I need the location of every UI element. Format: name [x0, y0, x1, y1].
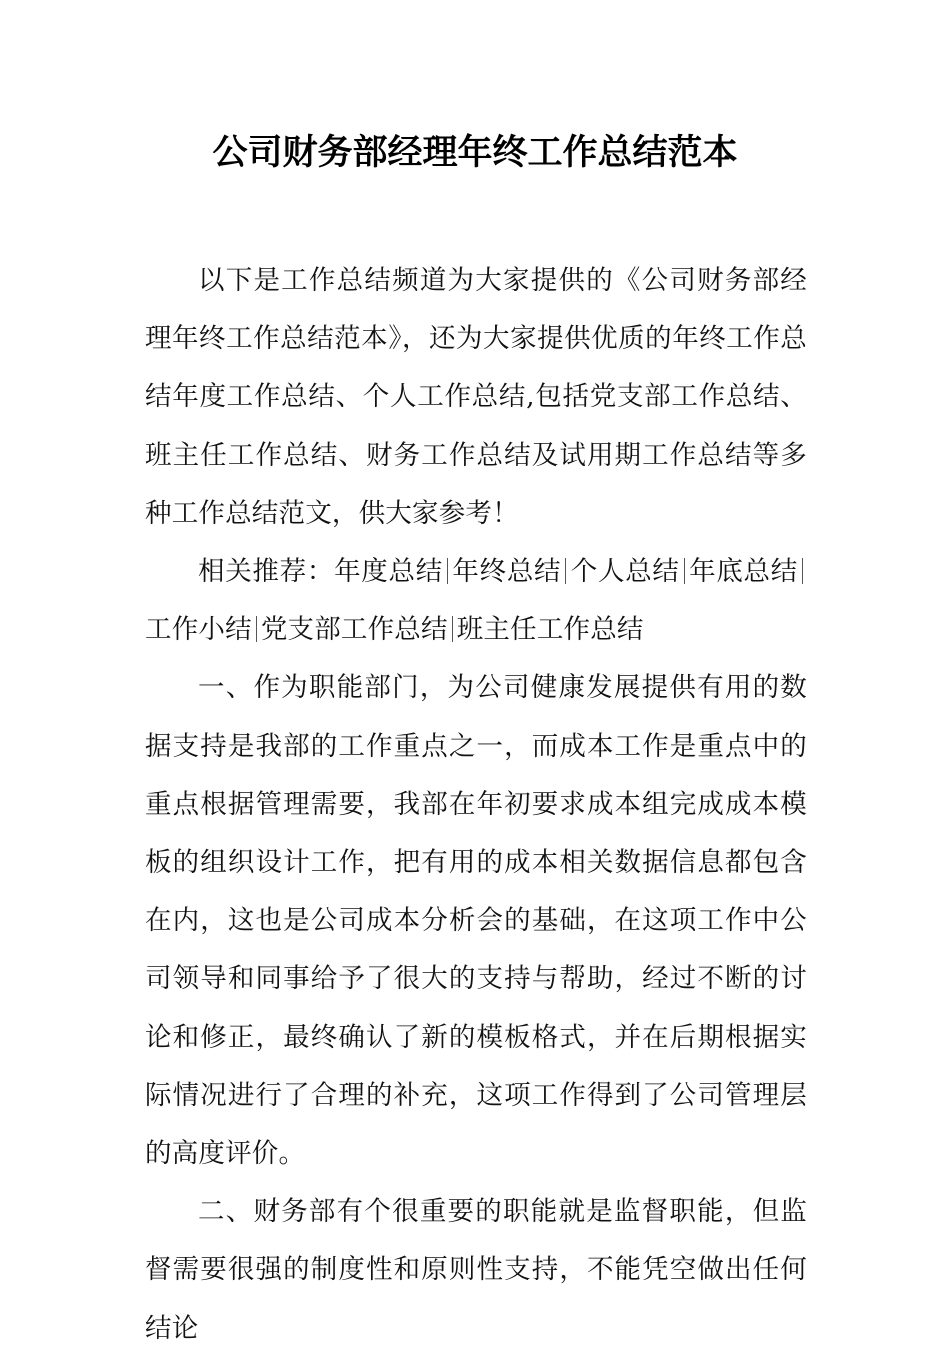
separator — [802, 558, 803, 584]
separator — [256, 616, 257, 642]
document-title: 公司财务部经理年终工作总结范本 — [212, 133, 738, 173]
document-body — [145, 252, 807, 1358]
related-link-annual-summary[interactable]: 年度总结 — [334, 556, 443, 588]
separator — [684, 558, 685, 584]
related-link-class-teacher-summary[interactable]: 班主任工作总结 — [456, 614, 644, 646]
intro-paragraph: 以下是工作总结频道为大家提供的《公司财务部经理年终工作总结范本》，还为大家提供优质的年终工作总结年度工作总结、个人工作总结,包括党支部工作总结、班主任工作总结、财务工作总结及试用期工作总结等多种工作总结范文，供大家参考！ — [145, 265, 807, 529]
section-two-paragraph: 二、财务部有个很重要的职能就是监督职能，但监督需要很强的制度性和原则性支持，不能凭空做出任何结论 — [145, 1196, 807, 1344]
related-link-year-bottom-summary[interactable]: 年底总结 — [688, 556, 798, 588]
separator — [565, 558, 566, 584]
related-link-year-end-summary[interactable]: 年终总结 — [451, 556, 562, 588]
section-one-paragraph: 一、作为职能部门，为公司健康发展提供有用的数据支持是我部的工作重点之一，而成本工作是重点中的重点根据管理需要，我部在年初要求成本组完成成本模板的组织设计工作，把有用的成本相关数据信息都包含在内，这也是公司成本分析会的基础，在这项工作中公司领导和同事给予了很大的支持与帮助，经过不断的讨论和修正，最终确认了新的模板格式，并在后期根据实际情况进行了合理的补充，这项工作得到了公司管理层的高度评价。 — [145, 672, 807, 1170]
related-link-party-branch-summary[interactable]: 党支部工作总结 — [260, 614, 448, 646]
related-link-personal-summary[interactable]: 个人总结 — [570, 556, 680, 588]
separator — [452, 616, 453, 642]
related-recommendations — [145, 543, 807, 659]
page-bottom-divider — [145, 1253, 807, 1254]
related-link-work-brief[interactable]: 工作小结 — [145, 614, 252, 646]
related-prefix: 相关推荐： — [198, 556, 335, 588]
separator — [447, 558, 448, 584]
